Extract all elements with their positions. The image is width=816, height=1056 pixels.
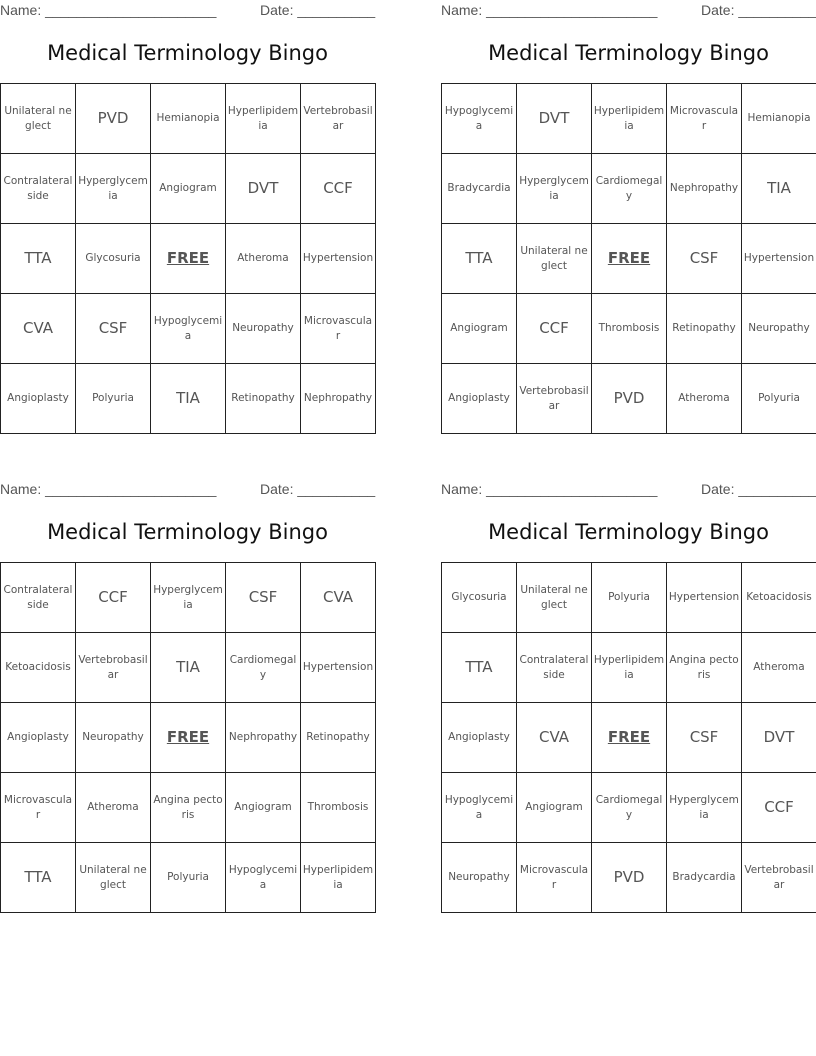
- free-space: FREE: [592, 703, 667, 773]
- bingo-cell: Hyperglycemia: [667, 773, 742, 843]
- free-space: FREE: [592, 224, 667, 294]
- bingo-cell: Hemianopia: [742, 84, 816, 154]
- card-title: Medical Terminology Bingo: [47, 520, 328, 544]
- name-field-label: Name: ______________________: [441, 2, 658, 18]
- bingo-cell: Neuropathy: [226, 294, 301, 364]
- date-field-label: Date: __________: [701, 481, 816, 497]
- bingo-cell: Neuropathy: [76, 703, 151, 773]
- bingo-cell: Cardiomegaly: [226, 633, 301, 703]
- bingo-cell: Atheroma: [667, 364, 742, 434]
- card-title: Medical Terminology Bingo: [47, 41, 328, 65]
- date-field-label: Date: __________: [260, 2, 376, 18]
- bingo-cell: Cardiomegaly: [592, 154, 667, 224]
- date-field-label: Date: __________: [260, 481, 376, 497]
- bingo-cell: CVA: [301, 563, 376, 633]
- name-date-line: [0, 2, 375, 20]
- date-field-label: Date: __________: [701, 2, 816, 18]
- bingo-row: [1, 84, 376, 154]
- bingo-cell: CSF: [226, 563, 301, 633]
- bingo-cell: Contralateral side: [1, 563, 76, 633]
- bingo-grid: [441, 83, 816, 434]
- bingo-row: [442, 294, 816, 364]
- bingo-cell: Hypertension: [667, 563, 742, 633]
- bingo-row: [442, 633, 816, 703]
- bingo-cell: Contralateral side: [1, 154, 76, 224]
- name-field-label: Name: ______________________: [0, 481, 217, 497]
- bingo-cell: TTA: [1, 224, 76, 294]
- bingo-cell: Hypoglycemia: [442, 84, 517, 154]
- bingo-row: [442, 364, 816, 434]
- bingo-row: [1, 154, 376, 224]
- bingo-cell: Ketoacidosis: [1, 633, 76, 703]
- bingo-cell: CSF: [667, 224, 742, 294]
- bingo-row: [1, 563, 376, 633]
- bingo-cell: Retinopathy: [667, 294, 742, 364]
- name-date-line: [441, 481, 816, 499]
- bingo-cell: CVA: [517, 703, 592, 773]
- bingo-cell: Angiogram: [517, 773, 592, 843]
- card-title: Medical Terminology Bingo: [488, 520, 769, 544]
- bingo-cell: TIA: [742, 154, 816, 224]
- bingo-cell: Vertebrobasilar: [517, 364, 592, 434]
- bingo-cell: PVD: [76, 84, 151, 154]
- bingo-row: [442, 843, 816, 913]
- bingo-cell: Hyperlipidemia: [226, 84, 301, 154]
- bingo-cell: Angiogram: [151, 154, 226, 224]
- bingo-cell: Neuropathy: [742, 294, 816, 364]
- name-date-line: [0, 481, 375, 499]
- bingo-cell: Vertebrobasilar: [76, 633, 151, 703]
- bingo-cell: Unilateral neglect: [1, 84, 76, 154]
- name-field-label: Name: ______________________: [441, 481, 658, 497]
- bingo-cell: TIA: [151, 633, 226, 703]
- bingo-cell: Vertebrobasilar: [742, 843, 816, 913]
- free-space: FREE: [151, 224, 226, 294]
- bingo-cell: Vertebrobasilar: [301, 84, 376, 154]
- bingo-cell: Polyuria: [76, 364, 151, 434]
- bingo-cell: Microvascular: [301, 294, 376, 364]
- bingo-row: [442, 84, 816, 154]
- bingo-cell: CCF: [76, 563, 151, 633]
- bingo-cell: Angioplasty: [442, 703, 517, 773]
- bingo-cell: Microvascular: [667, 84, 742, 154]
- bingo-cell: Angiogram: [226, 773, 301, 843]
- bingo-cell: CCF: [742, 773, 816, 843]
- bingo-cell: DVT: [226, 154, 301, 224]
- bingo-cell: Nephropathy: [226, 703, 301, 773]
- bingo-row: [1, 294, 376, 364]
- bingo-cell: Hypoglycemia: [226, 843, 301, 913]
- bingo-cell: Thrombosis: [301, 773, 376, 843]
- bingo-cell: Bradycardia: [667, 843, 742, 913]
- bingo-row: [442, 703, 816, 773]
- bingo-cell: DVT: [517, 84, 592, 154]
- bingo-row: [442, 773, 816, 843]
- bingo-cell: Angiogram: [442, 294, 517, 364]
- bingo-cell: CCF: [301, 154, 376, 224]
- bingo-cell: Hypertension: [742, 224, 816, 294]
- bingo-row: [1, 364, 376, 434]
- name-date-line: [441, 2, 816, 20]
- bingo-cell: Contralateral side: [517, 633, 592, 703]
- bingo-grid: [0, 562, 376, 913]
- bingo-cell: TIA: [151, 364, 226, 434]
- bingo-row: [1, 773, 376, 843]
- bingo-row: [1, 843, 376, 913]
- bingo-cell: CCF: [517, 294, 592, 364]
- bingo-row: [1, 224, 376, 294]
- bingo-cell: Angioplasty: [1, 703, 76, 773]
- bingo-cell: Hypoglycemia: [151, 294, 226, 364]
- bingo-row: [1, 633, 376, 703]
- bingo-cell: Hyperglycemia: [517, 154, 592, 224]
- bingo-cell: Retinopathy: [301, 703, 376, 773]
- bingo-cell: TTA: [1, 843, 76, 913]
- bingo-cell: Angioplasty: [442, 364, 517, 434]
- bingo-cell: Atheroma: [742, 633, 816, 703]
- free-space: FREE: [151, 703, 226, 773]
- bingo-cell: Hypoglycemia: [442, 773, 517, 843]
- bingo-cell: PVD: [592, 843, 667, 913]
- bingo-cell: PVD: [592, 364, 667, 434]
- bingo-cell: Microvascular: [517, 843, 592, 913]
- card-title: Medical Terminology Bingo: [488, 41, 769, 65]
- bingo-cell: Retinopathy: [226, 364, 301, 434]
- bingo-cell: Unilateral neglect: [517, 563, 592, 633]
- bingo-cell: Hyperlipidemia: [592, 84, 667, 154]
- bingo-cell: CSF: [76, 294, 151, 364]
- bingo-cell: Nephropathy: [667, 154, 742, 224]
- bingo-cell: Polyuria: [151, 843, 226, 913]
- bingo-cell: Unilateral neglect: [517, 224, 592, 294]
- bingo-row: [442, 224, 816, 294]
- bingo-cell: Hemianopia: [151, 84, 226, 154]
- bingo-cell: Polyuria: [742, 364, 816, 434]
- bingo-row: [442, 563, 816, 633]
- bingo-cell: Bradycardia: [442, 154, 517, 224]
- bingo-cell: Thrombosis: [592, 294, 667, 364]
- bingo-grid: [0, 83, 376, 434]
- bingo-cell: Hyperlipidemia: [301, 843, 376, 913]
- bingo-cell: Hypertension: [301, 224, 376, 294]
- bingo-cell: Glycosuria: [76, 224, 151, 294]
- bingo-cell: CVA: [1, 294, 76, 364]
- bingo-cell: TTA: [442, 633, 517, 703]
- bingo-cell: Neuropathy: [442, 843, 517, 913]
- bingo-cell: Nephropathy: [301, 364, 376, 434]
- bingo-cell: Atheroma: [226, 224, 301, 294]
- bingo-cell: CSF: [667, 703, 742, 773]
- bingo-cell: DVT: [742, 703, 816, 773]
- bingo-cell: Unilateral neglect: [76, 843, 151, 913]
- bingo-row: [1, 703, 376, 773]
- name-field-label: Name: ______________________: [0, 2, 217, 18]
- bingo-cell: Angina pectoris: [151, 773, 226, 843]
- bingo-cell: Hypertension: [301, 633, 376, 703]
- bingo-cell: Angina pectoris: [667, 633, 742, 703]
- bingo-cell: Polyuria: [592, 563, 667, 633]
- bingo-cell: Microvascular: [1, 773, 76, 843]
- bingo-cell: Hyperglycemia: [151, 563, 226, 633]
- bingo-row: [442, 154, 816, 224]
- bingo-cell: Hyperglycemia: [76, 154, 151, 224]
- bingo-cell: Hyperlipidemia: [592, 633, 667, 703]
- bingo-grid: [441, 562, 816, 913]
- bingo-cell: Cardiomegaly: [592, 773, 667, 843]
- bingo-cell: TTA: [442, 224, 517, 294]
- bingo-cell: Glycosuria: [442, 563, 517, 633]
- bingo-cell: Angioplasty: [1, 364, 76, 434]
- bingo-cell: Atheroma: [76, 773, 151, 843]
- bingo-cell: Ketoacidosis: [742, 563, 816, 633]
